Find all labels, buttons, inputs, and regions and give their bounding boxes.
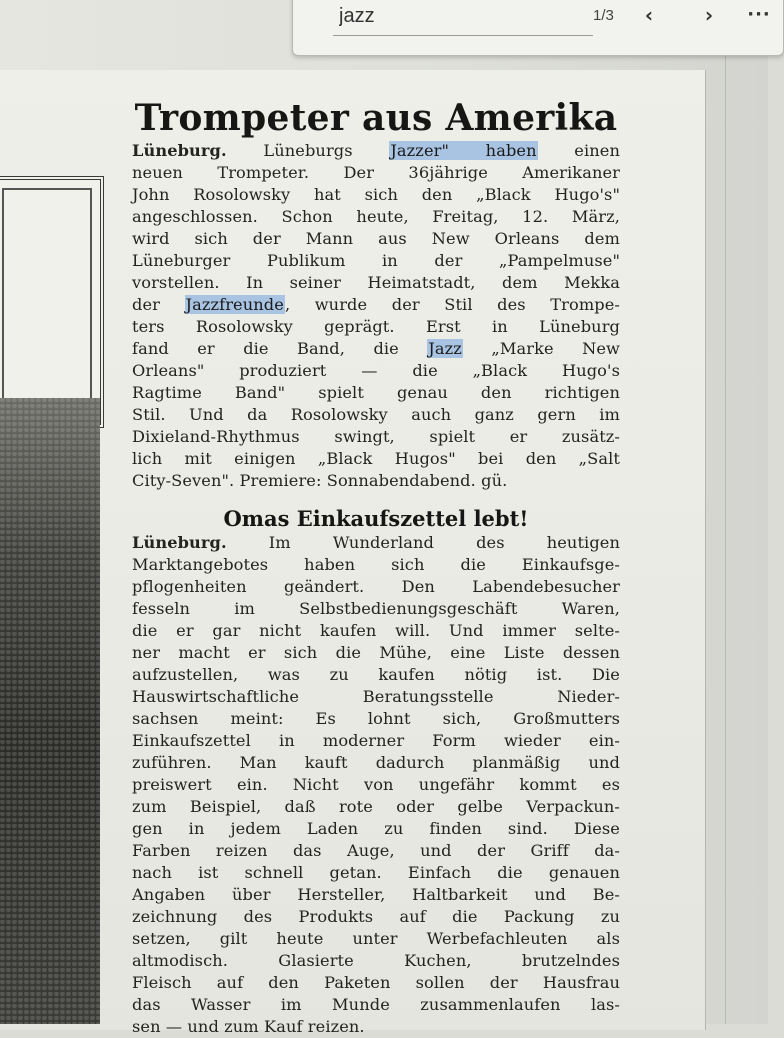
article-line: John Rosolowsky hat sich den „Black Hugo's" (132, 185, 620, 204)
article-line: setzen, gilt heute unter Werbefachleuten als (132, 929, 620, 948)
article-line: ner macht er sich die Mühe, eine Liste dessen (132, 643, 620, 662)
article-line: gen in jedem Laden zu finden sind. Diese (132, 819, 620, 838)
article-line: zeichnung des Produkts auf die Packung zu (132, 907, 620, 926)
clipped-halftone-photo (0, 398, 100, 1024)
search-match-highlight: Jazz (428, 339, 462, 358)
article-line: Stil. Und da Rosolowsky auch ganz gern im (132, 405, 620, 424)
article-line: Dixieland-Rhythmus swingt, spielt er zusätz- (132, 427, 620, 446)
article-line: Marktangebotes haben sich die Einkaufsge- (132, 555, 620, 574)
more-horizontal-icon[interactable]: ··· (747, 4, 771, 25)
article-line: angeschlossen. Schon heute, Freitag, 12. März, (132, 207, 620, 226)
chevron-left-icon[interactable]: ‹ (644, 3, 654, 27)
article-line: der Jazzfreunde, wurde der Stil des Trompe- (132, 295, 620, 314)
article-line: wird sich der Mann aus New Orleans dem (132, 229, 620, 248)
article-line: ters Rosolowsky geprägt. Erst in Lüneburg (132, 317, 620, 336)
dateline: Lüneburg. (132, 533, 227, 552)
page-edge-divider (725, 56, 726, 1024)
article-line: altmodisch. Glasierte Kuchen, brutzelndes (132, 951, 620, 970)
article-trompeter (132, 96, 620, 492)
match-counter: 1/3 (593, 7, 614, 24)
article-line: Angaben über Hersteller, Haltbarkeit und Be- (132, 885, 620, 904)
article-line: das Wasser im Munde zusammenlaufen las- (132, 995, 620, 1014)
find-input[interactable] (339, 3, 559, 29)
search-match-highlight: Jazzer" haben (390, 141, 537, 160)
article-line: vorstellen. In seiner Heimatstadt, dem Mekka (132, 273, 620, 292)
article-line: lich mit einigen „Black Hugos" bei den „Salt (132, 449, 620, 468)
article-line: zum Beispiel, daß rote oder gelbe Verpackun- (132, 797, 620, 816)
article-line: fesseln im Selbstbedienungsgeschäft Waren, (132, 599, 620, 618)
chevron-right-icon[interactable]: › (704, 3, 714, 27)
article-body (132, 532, 620, 1038)
article-line: Ragtime Band" spielt genau den richtigen (132, 383, 620, 402)
article-line: Orleans" produziert — die „Black Hugo's (132, 361, 620, 380)
article-line: Farben reizen das Auge, und der Griff da- (132, 841, 620, 860)
article-line: Einkaufszettel in moderner Form wieder ein- (132, 731, 620, 750)
article-line: Lüneburg. Im Wunderland des heutigen (132, 533, 620, 552)
article-einkaufszettel (132, 506, 620, 1038)
article-line: Lüneburg. Lüneburgs Jazzer" haben einen (132, 141, 620, 160)
article-line: Hauswirtschaftliche Beratungsstelle Nieder- (132, 687, 620, 706)
article-body (132, 140, 620, 492)
article-line: aufzustellen, was zu kaufen nötig ist. Die (132, 665, 620, 684)
article-line: nach ist schnell getan. Einfach die genauen (132, 863, 620, 882)
find-bar (292, 0, 784, 56)
article-line: sen — und zum Kauf reizen. (132, 1017, 365, 1036)
article-headline: Trompeter aus Amerika (134, 97, 618, 139)
article-line: fand er die Band, die Jazz „Marke New (132, 339, 620, 358)
search-match-highlight: Jazzfreunde (185, 295, 284, 314)
article-line: zuführen. Man kauft dadurch planmäßig und (132, 753, 620, 772)
article-line: Fleisch auf den Paketen sollen der Hausfrau (132, 973, 620, 992)
article-line: Lüneburger Publikum in der „Pampelmuse" (132, 251, 620, 270)
dateline: Lüneburg. (132, 141, 227, 160)
article-headline: Omas Einkaufszettel lebt! (223, 506, 529, 531)
article-line: die er gar nicht kaufen will. Und immer selte- (132, 621, 620, 640)
clipped-photo-frame (0, 176, 104, 428)
article-line: City-Seven". Premiere: Sonnabendabend. gü. (132, 471, 508, 490)
article-line: pflogenheiten geändert. Den Labendebesucher (132, 577, 620, 596)
find-input-underline (333, 35, 593, 36)
article-line: neuen Trompeter. Der 36jährige Amerikaner (132, 163, 620, 182)
article-line: preiswert ein. Nicht von ungefähr kommt es (132, 775, 620, 794)
article-line: sachsen meint: Es lohnt sich, Großmutters (132, 709, 620, 728)
